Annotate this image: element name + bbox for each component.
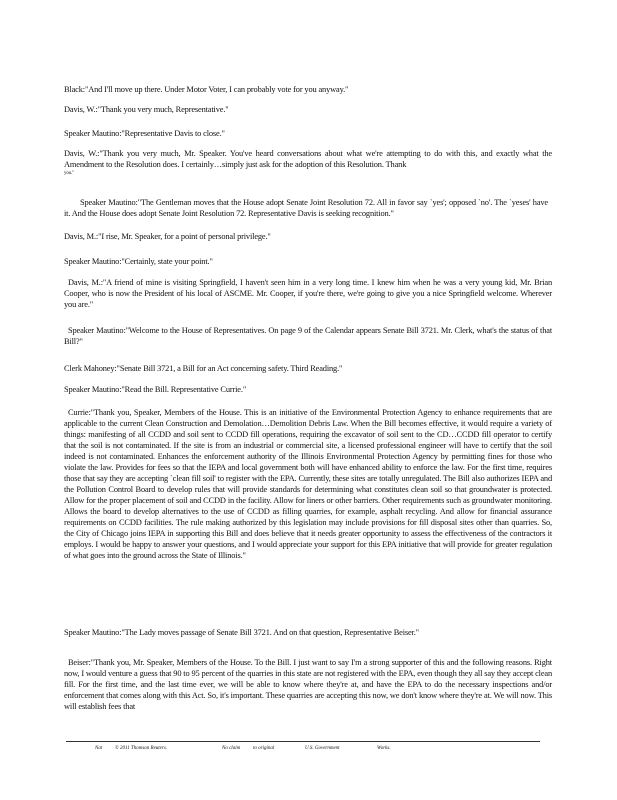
transcript-paragraph: Currie:"Thank you, Speaker, Members of the House. This is an initiative of the Environmental Protection Agency to enhance requirements that are applicable to the current Clean Construction and Demolation…Demolition Debris Law. When the Bill becomes effective, it would require a variety of things: manifesting of all CCDD and soil sent to CCDD fill operations, requiring the excavator of soil sent to the CD…CCDD fill operator to certify that the soil is not contaminated. If the site is from an industrial or commercial site, a licensed professional engineer will have to certify that the soil indeed is not contaminated. Enhances the enforcement authority of the Illinois Environmental Protection Agency by permitting fines for those who violate the law. Provides for fees so that the IEPA and local government both will have enhanced ability to enforce the law. For the first time, requires those that say they are accepting `clean fill soil' to register with the EPA. Currently, these sites are totally unregulated. The Bill also authorizes IEPA and the Pollution Control Board to develop rules that will provide standards for determining what constitutes clean soil so that groundwater is protected. Allow for the proper placement of soil and CCDD in the facility. Allow for liners or other barriers. Other requirements such as groundwater monitoring. Allows the board to develop alternatives to the use of CCDD as filling quarries, for example, asphalt recycling. And allow for financial assurance requirements on CCDD facilities. The rule making authorized by this legislation may include provisions for fill disposal sites other than quarries. So, the City of Chicago joins IEPA in supporting this Bill and does believe that it needs greater opportunity to assess the effectiveness of the contractors it employs. I would be happy to answer your questions, and I would appreciate your support for this EPA initiative that will provide for greater regulation of what goes into the ground across the State of Illinois." — [64, 408, 552, 560]
footer-notice — [95, 745, 535, 753]
transcript-paragraph: Davis, M.:"I rise, Mr. Speaker, for a point of personal privilege." — [64, 232, 271, 241]
footer-text: Nat — [95, 746, 103, 751]
footer-text: Works. — [377, 746, 391, 751]
transcript-paragraph: Speaker Mautino:"Representative Davis to close." — [64, 129, 225, 138]
footer-text: U.S. Government — [305, 746, 340, 751]
transcript-paragraph: Speaker Mautino:"The Lady moves passage of Senate Bill 3721. And on that question, Representative Beiser." — [64, 628, 419, 637]
transcript-paragraph-continuation: you." — [64, 171, 75, 176]
footer-divider — [66, 741, 540, 742]
transcript-paragraph: Beiser:"Thank you, Mr. Speaker, Members of the House. To the Bill. I just want to say I'm a strong supporter of this and the following reasons. Right now, I would venture a guess that 90 to 95 percent of the quarries in this state are not registered with the EPA, even though they all say they accept clean fill. For the first time, and the last time ever, we will be able to know where they're at, and have the EPA to do the necessary inspections and/or enforcement that comes along with this Act. So, it's important. These quarries are accepting this now, we don't know where they're at. We will now. This will establish fees that — [64, 658, 552, 711]
transcript-paragraph: Davis, M.:"A friend of mine is visiting Springfield, I haven't seen him in a very long time. I knew him when he was a very young kid, Mr. Brian Cooper, who is now the President of his local of ASCME. Mr. Cooper, if you're there, we're going to give you a nice Springfield welcome. Wherever you are." — [64, 278, 552, 309]
footer-text: to original — [253, 746, 275, 751]
transcript-paragraph: Black:"And I'll move up there. Under Motor Voter, I can probably vote for you anyway." — [64, 85, 349, 94]
transcript-paragraph: Davis, W.:"Thank you very much, Representative." — [64, 105, 229, 114]
transcript-paragraph: Speaker Mautino:"The Gentleman moves that the House adopt Senate Joint Resolution 72. All in favor say `yes'; opposed `no'. The `yeses' have it. And the House does adopt Senate Joint Resolution 72. Representative Davis is seeking recognition." — [64, 198, 548, 218]
footer-text: © 2011 Thomson Reuters. — [115, 746, 168, 751]
transcript-paragraph: Clerk Mahoney:"Senate Bill 3721, a Bill for an Act concerning safety. Third Reading." — [64, 364, 343, 373]
transcript-paragraph: Davis, W.:"Thank you very much, Mr. Speaker. You've heard conversations about what we're attempting to do with this, and exactly what the Amendment to the Resolution does. I certainly…simply just ask for the adoption of this Resolution. Thank — [64, 149, 552, 169]
transcript-paragraph: Speaker Mautino:"Certainly, state your point." — [64, 257, 213, 266]
transcript-paragraph: Speaker Mautino:"Welcome to the House of Representatives. On page 9 of the Calendar appears Senate Bill 3721. Mr. Clerk, what's the status of that Bill?" — [64, 326, 552, 346]
transcript-paragraph: Speaker Mautino:"Read the Bill. Representative Currie." — [64, 385, 247, 394]
footer-text: No claim — [222, 746, 241, 751]
